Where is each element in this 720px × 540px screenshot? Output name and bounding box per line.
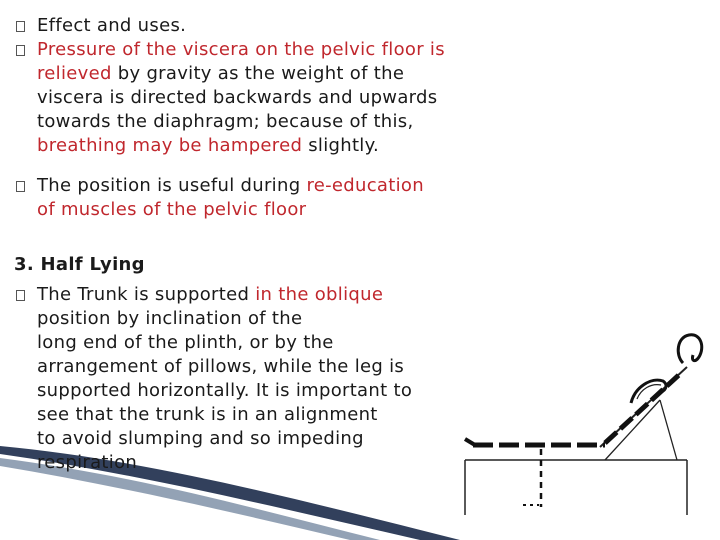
section-line-7: to avoid slumping and so impeding [37,428,364,449]
bullet-3-line-2: of muscles of the pelvic floor [37,199,307,220]
section-line-1: The Trunk is supported in the oblique [37,284,384,305]
half-lying-figure-illustration [455,325,715,520]
figure-head [678,335,702,363]
square-bullet-icon [16,181,25,192]
square-bullet-icon [16,21,25,32]
bullet-2-line-1: Pressure of the viscera on the pelvic floor is [37,39,445,60]
bullet-2-line-3: viscera is directed backwards and upwards [37,87,438,108]
section-line-8: respiration [37,452,138,473]
section-line-4: arrangement of pillows, while the leg is [37,356,405,377]
section-heading: 3. Half Lying [14,254,145,275]
section-line-3: long end of the plinth, or by the [37,332,334,353]
section-line-5: supported horizontally. It is important to [37,380,413,401]
figure-feet [465,439,475,445]
bullet-3-line-1: The position is useful during re-education [37,175,424,196]
square-bullet-icon [16,290,25,301]
section-line-6: see that the trunk is in an alignment [37,404,378,425]
plinth-outline [465,460,687,515]
bullet-2-line-5: breathing may be hampered slightly. [37,135,380,156]
bullet-2-line-4: towards the diaphragm; because of this, [37,111,414,132]
section-line-2: position by inclination of the [37,308,303,329]
figure-arm [631,380,666,403]
square-bullet-icon [16,45,25,56]
bullet-2-line-2: relieved by gravity as the weight of the [37,63,405,84]
bullet-1-text: Effect and uses. [37,15,187,36]
